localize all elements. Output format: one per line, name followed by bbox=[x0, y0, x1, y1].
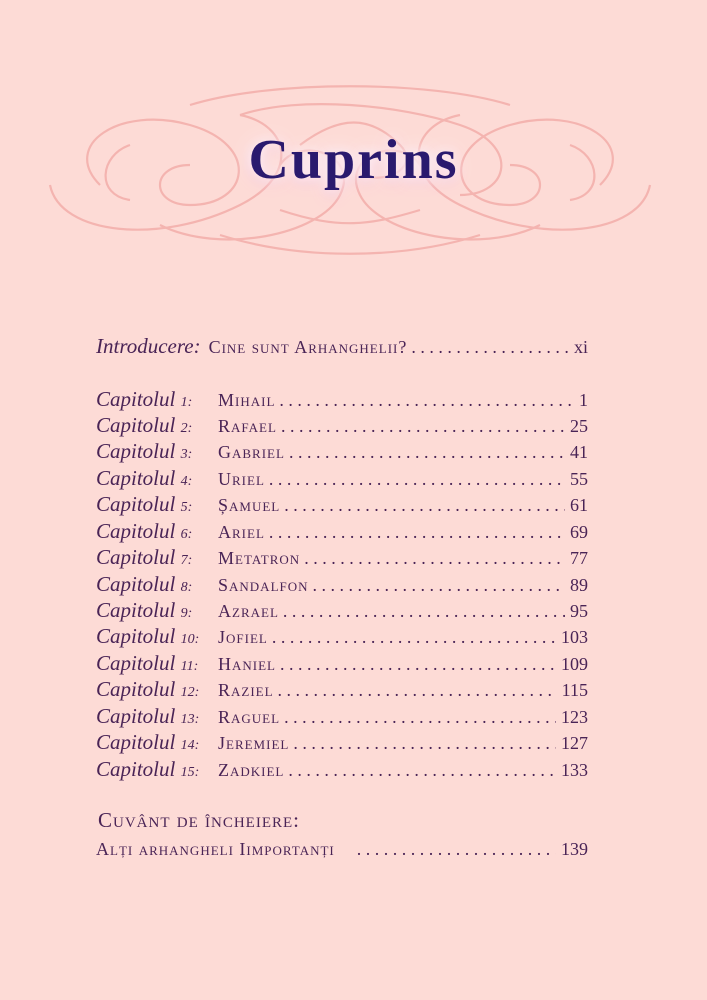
intro-label: Introducere: bbox=[96, 334, 201, 358]
toc-entry-chapter[interactable] bbox=[96, 650, 588, 676]
chapter-name: Azrael bbox=[218, 601, 279, 621]
toc-entry-chapter[interactable] bbox=[96, 491, 588, 517]
leader-dots bbox=[278, 677, 557, 703]
chapter-name: Șamuel bbox=[218, 495, 281, 515]
toc-entry-chapter[interactable] bbox=[96, 465, 588, 491]
chapter-name: Haniel bbox=[218, 654, 276, 674]
page-number: 95 bbox=[570, 601, 588, 621]
toc-entry-intro[interactable] bbox=[96, 333, 588, 359]
chapter-label: Capitolul 8: bbox=[96, 572, 193, 596]
toc-entry-chapter[interactable] bbox=[96, 703, 588, 729]
leader-dots bbox=[280, 651, 556, 677]
page-number: xi bbox=[573, 337, 588, 357]
leader-dots bbox=[411, 334, 569, 360]
closing-heading: Cuvânt de încheiere: bbox=[98, 808, 300, 832]
chapter-label: Capitolul 1: bbox=[96, 387, 193, 411]
toc-entry-closing[interactable] bbox=[96, 836, 588, 862]
chapter-label: Capitolul 3: bbox=[96, 439, 193, 463]
chapter-name: Jofiel bbox=[218, 627, 268, 647]
chapter-label: Capitolul 14: bbox=[96, 730, 200, 754]
page-number: 55 bbox=[570, 469, 588, 489]
page-number: 69 bbox=[570, 522, 588, 542]
chapter-label: Capitolul 10: bbox=[96, 624, 200, 648]
chapter-label: Capitolul 7: bbox=[96, 545, 193, 569]
leader-dots bbox=[284, 704, 556, 730]
chapter-label: Capitolul 13: bbox=[96, 704, 200, 728]
chapter-name: Raziel bbox=[218, 680, 274, 700]
page-number: 127 bbox=[561, 733, 588, 753]
page-number: 133 bbox=[561, 760, 588, 780]
leader-dots bbox=[284, 492, 565, 518]
chapter-label: Capitolul 5: bbox=[96, 492, 193, 516]
chapter-label: Capitolul 9: bbox=[96, 598, 193, 622]
chapter-label: Capitolul 15: bbox=[96, 757, 200, 781]
intro-title: Cine sunt Arhanghelii? bbox=[208, 337, 408, 357]
toc-entry-chapter[interactable] bbox=[96, 676, 588, 702]
chapter-name: Metatron bbox=[218, 548, 301, 568]
page-number: 1 bbox=[579, 390, 588, 410]
toc-entry-chapter[interactable] bbox=[96, 756, 588, 782]
chapter-label: Capitolul 2: bbox=[96, 413, 193, 437]
chapter-label: Capitolul 11: bbox=[96, 651, 199, 675]
toc-entry-chapter[interactable] bbox=[96, 412, 588, 438]
leader-dots bbox=[313, 572, 565, 598]
toc-entry-chapter[interactable] bbox=[96, 438, 588, 464]
chapter-label: Capitolul 6: bbox=[96, 519, 193, 543]
chapter-label: Capitolul 4: bbox=[96, 466, 193, 490]
toc-entry-chapter[interactable] bbox=[96, 623, 588, 649]
closing-title: Alți arhangheli Iimportanți bbox=[96, 839, 335, 859]
page-number: 123 bbox=[561, 707, 588, 727]
page-number: 103 bbox=[561, 627, 588, 647]
chapter-name: Rafael bbox=[218, 416, 277, 436]
chapter-name: Gabriel bbox=[218, 442, 285, 462]
page-title: Cuprins bbox=[248, 129, 459, 191]
page-number: 139 bbox=[561, 839, 588, 859]
page-number: 25 bbox=[570, 416, 588, 436]
leader-dots bbox=[304, 545, 565, 571]
toc-entry-chapter[interactable] bbox=[96, 597, 588, 623]
toc-entry-chapter[interactable] bbox=[96, 518, 588, 544]
toc-entry-chapter[interactable] bbox=[96, 729, 588, 755]
page-number: 109 bbox=[561, 654, 588, 674]
leader-dots bbox=[288, 757, 556, 783]
leader-dots bbox=[357, 836, 556, 862]
leader-dots bbox=[283, 598, 565, 624]
chapter-name: Sandalfon bbox=[218, 575, 309, 595]
toc-entry-chapter[interactable] bbox=[96, 571, 588, 597]
chapter-name: Raguel bbox=[218, 707, 281, 727]
leader-dots bbox=[293, 730, 556, 756]
page-number: 89 bbox=[570, 575, 588, 595]
page-number: 41 bbox=[570, 442, 588, 462]
page-number: 115 bbox=[561, 680, 588, 700]
toc-entry-chapter[interactable] bbox=[96, 544, 588, 570]
page-number: 61 bbox=[570, 495, 588, 515]
chapter-name: Zadkiel bbox=[218, 760, 285, 780]
chapter-label: Capitolul 12: bbox=[96, 677, 200, 701]
leader-dots bbox=[272, 624, 556, 650]
chapter-name: Mihail bbox=[218, 390, 276, 410]
toc-entry-chapter[interactable] bbox=[96, 386, 588, 412]
leader-dots bbox=[289, 439, 565, 465]
leader-dots bbox=[279, 387, 574, 413]
leader-dots bbox=[269, 466, 565, 492]
leader-dots bbox=[269, 519, 565, 545]
chapter-name: Uriel bbox=[218, 469, 265, 489]
chapter-name: Jeremiel bbox=[218, 733, 290, 753]
page-number: 77 bbox=[570, 548, 588, 568]
chapter-name: Ariel bbox=[218, 522, 265, 542]
leader-dots bbox=[281, 413, 565, 439]
